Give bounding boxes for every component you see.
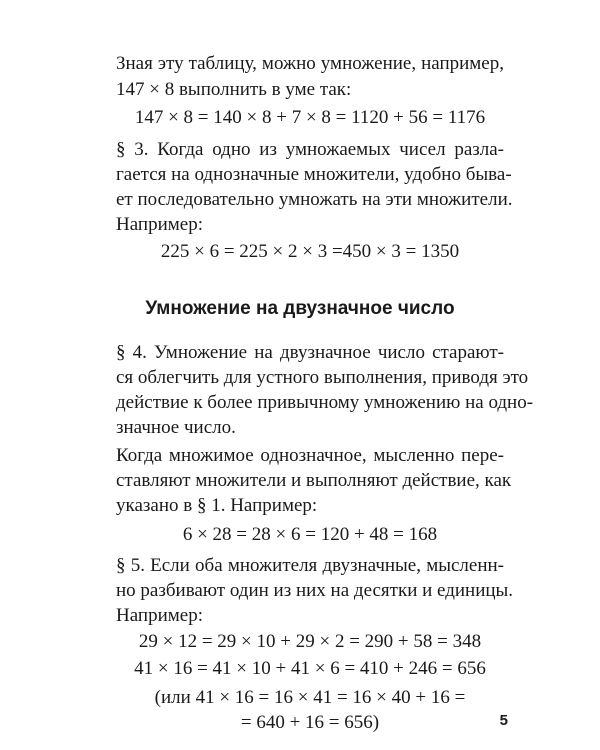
sec5-line-2: но разбивают один из них на десятки и единицы. [116, 580, 514, 601]
page-number: 5 [499, 712, 508, 729]
sec3-line-1: § 3. Когда одно из умножаемых чисел разла- [116, 139, 504, 160]
intro-line-2: 147 × 8 выполнить в уме так: [116, 79, 352, 100]
sec4-line-4: значное число. [116, 417, 236, 438]
sec3-line-2: гается на однозначные множители, удобно быва- [116, 164, 512, 185]
intro-line-1: Зная эту таблицу, можно умножение, например, [116, 53, 504, 74]
sec4-line-1: § 4. Умножение на двузначное число старают- [116, 342, 504, 363]
section-heading: Умножение на двузначное число [145, 298, 455, 319]
sec4-formula: 6 × 28 = 28 × 6 = 120 + 48 = 168 [182, 524, 438, 545]
sec4b-line-2: ставляют множители и выполняют действие, как [116, 470, 512, 491]
sec5-formula-4: = 640 + 16 = 656) [240, 712, 380, 733]
sec5-formula-1: 29 × 12 = 29 × 10 + 29 × 2 = 290 + 58 = 348 [138, 631, 482, 652]
sec3-line-4: Например: [116, 214, 203, 235]
sec3-formula: 225 × 6 = 225 × 2 × 3 =450 × 3 = 1350 [160, 241, 460, 262]
sec4b-line-1: Когда множимое однозначное, мысленно пере- [116, 445, 504, 466]
sec4-line-2: ся облегчить для устного выполнения, приводя это [116, 367, 529, 388]
sec5-formula-3: (или 41 × 16 = 16 × 41 = 16 × 40 + 16 = [154, 687, 466, 708]
intro-formula: 147 × 8 = 140 × 8 + 7 × 8 = 1120 + 56 = 1176 [134, 107, 486, 128]
sec5-line-1: § 5. Если оба множителя двузначные, мысленн- [116, 555, 504, 576]
sec4b-line-3: указано в § 1. Например: [116, 495, 318, 516]
sec4-line-3: действие к более привычному умножению на одно- [116, 392, 534, 413]
sec3-line-3: ет последовательно умножать на эти множители. [116, 189, 513, 210]
sec5-line-3: Например: [116, 605, 203, 626]
sec5-formula-2: 41 × 16 = 41 × 10 + 41 × 6 = 410 + 246 = 656 [134, 658, 486, 679]
